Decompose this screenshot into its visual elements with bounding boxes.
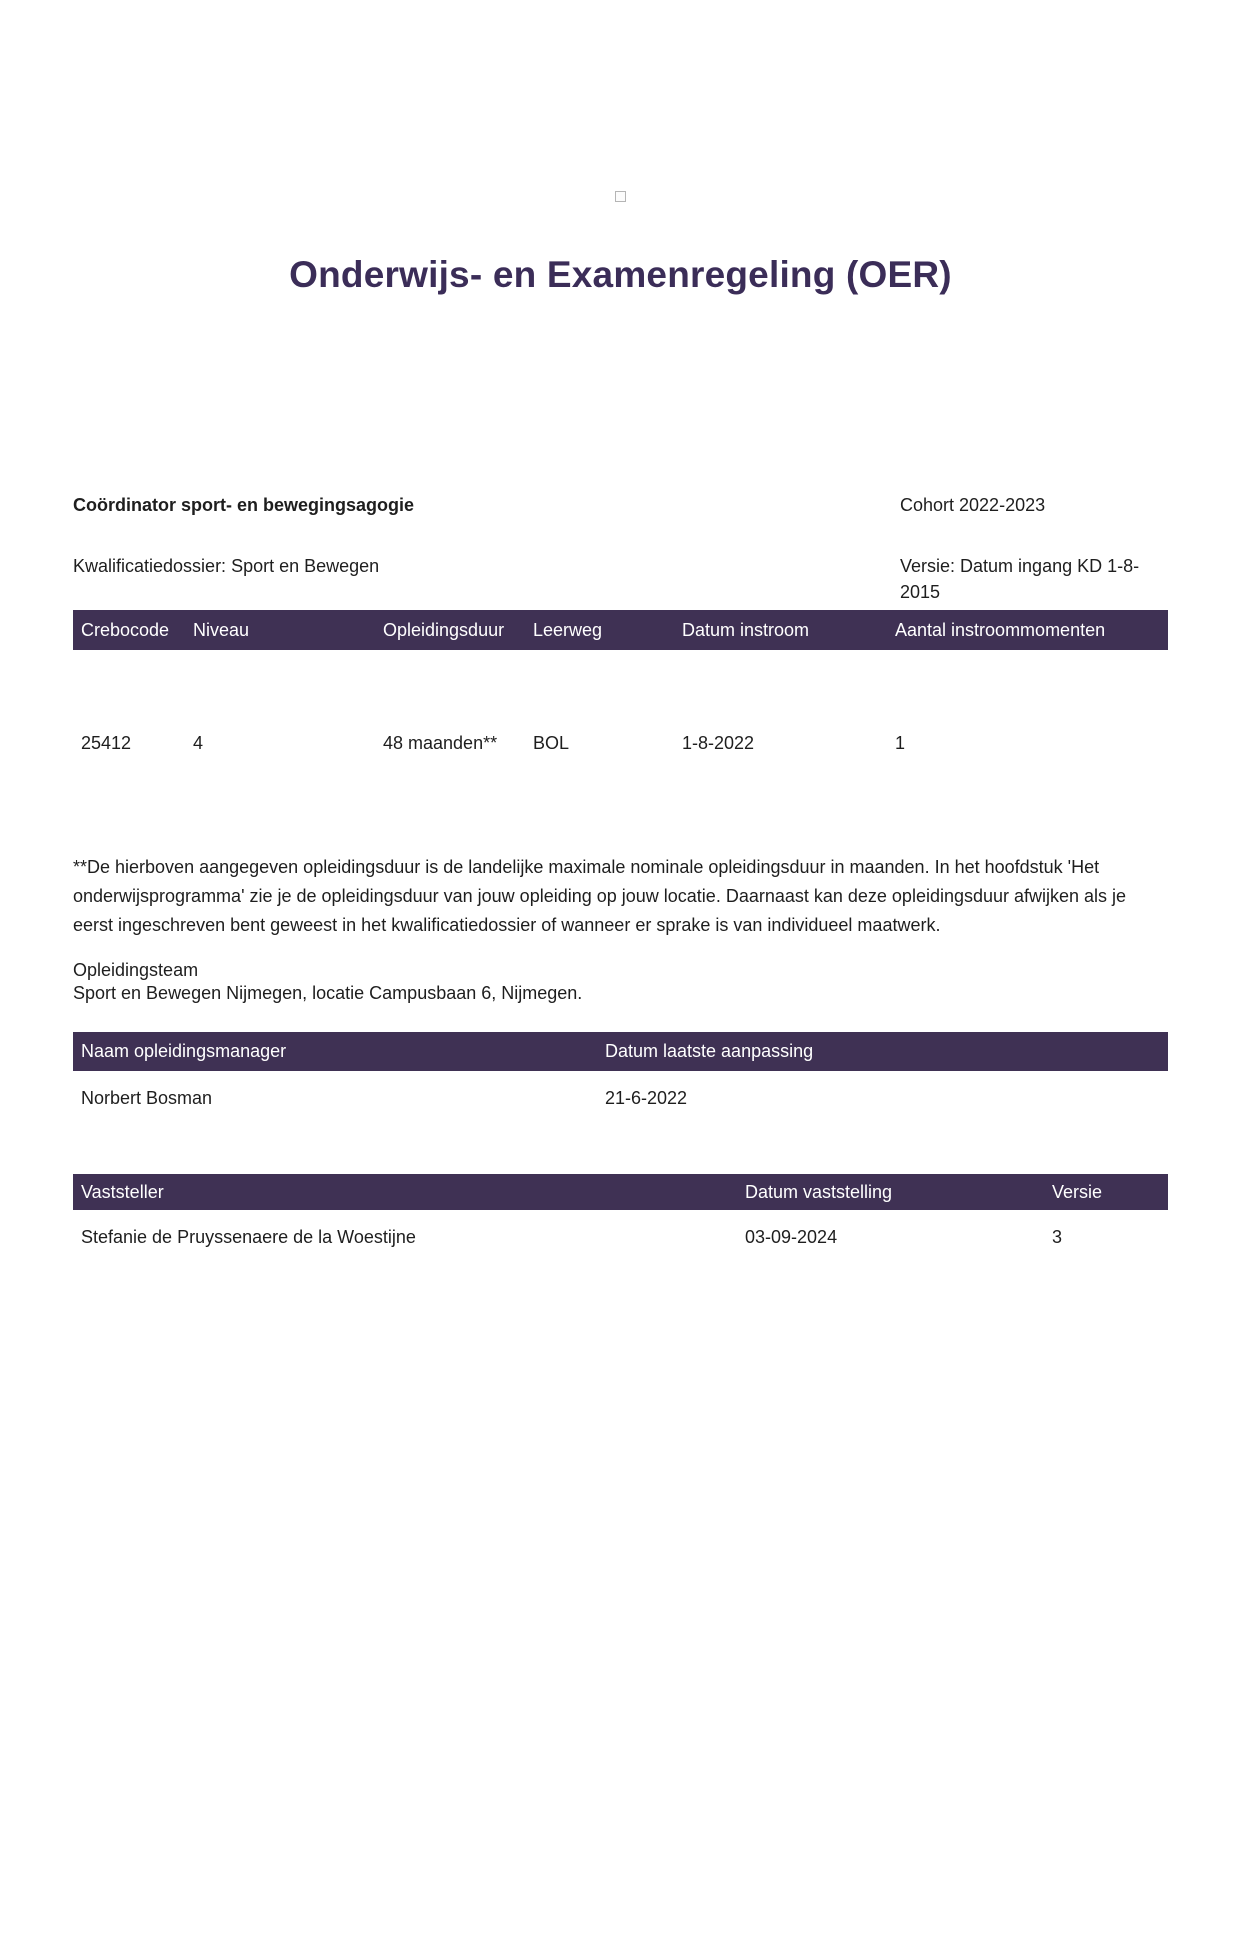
crebo-header-crebocode: Crebocode <box>73 610 193 650</box>
crebo-cell-niveau: 4 <box>193 650 383 773</box>
vaststeller-cell-versie: 3 <box>1052 1210 1168 1247</box>
vaststeller-cell-datum: 03-09-2024 <box>745 1210 1052 1247</box>
opleidingsteam-label: Opleidingsteam <box>73 960 199 980</box>
info-row-1 <box>73 495 1168 516</box>
manager-table-row <box>73 1071 1168 1108</box>
vaststeller-cell-naam: Stefanie de Pruyssenaere de la Woestijne <box>73 1210 745 1247</box>
crebo-table <box>73 610 1168 773</box>
page-content <box>73 191 1168 1247</box>
kwalificatiedossier-label: Kwalificatiedossier: Sport en Bewegen <box>73 556 380 576</box>
crebo-cell-opleidingsduur: 48 maanden** <box>383 650 533 773</box>
crebo-header-datum-instroom: Datum instroom <box>682 610 895 650</box>
cohort-label: Cohort 2022-2023 <box>900 495 1046 515</box>
opleidingsteam-location: Sport en Bewegen Nijmegen, locatie Campusbaan 6, Nijmegen. <box>73 983 583 1003</box>
crebo-cell-leerweg: BOL <box>533 650 682 773</box>
vaststeller-header-versie: Versie <box>1052 1174 1168 1210</box>
page-title: Onderwijs- en Examenregeling (OER) <box>289 254 952 295</box>
crebo-cell-crebocode: 25412 <box>73 650 193 773</box>
vaststeller-table-row <box>73 1210 1168 1247</box>
crebo-header-aantal-instroommomenten: Aantal instroommomenten <box>895 610 1168 650</box>
manager-header-datum-laatste-aanpassing: Datum laatste aanpassing <box>605 1032 1168 1071</box>
document-info-section <box>73 495 1168 605</box>
opleidingsduur-footnote: **De hierboven aangegeven opleidingsduur is de landelijke maximale nominale opleidingsduur in maanden. In het hoofdstuk 'Het onderwijsprogramma' zie je de opleidingsduur van jouw opleiding op jouw locatie. Daarnaast kan deze opleidingsduur afwijken als je eerst ingeschreven bent geweest in het kwalificatiedossier of wanneer er sprake is van individueel maatwerk. <box>73 857 1127 935</box>
manager-cell-naam: Norbert Bosman <box>73 1071 605 1108</box>
crebo-header-opleidingsduur: Opleidingsduur <box>383 610 533 650</box>
opleidingsteam-section <box>73 959 1168 1005</box>
vaststeller-table <box>73 1174 1168 1247</box>
missing-image-placeholder-icon <box>615 191 626 202</box>
vaststeller-table-header-row <box>73 1174 1168 1210</box>
opleidingsmanager-table <box>73 1032 1168 1108</box>
vaststeller-header-vaststeller: Vaststeller <box>73 1174 745 1210</box>
coordinator-label: Coördinator sport- en bewegingsagogie <box>73 495 415 515</box>
manager-cell-datum: 21-6-2022 <box>605 1071 1168 1108</box>
info-row-2 <box>73 553 1168 605</box>
crebo-cell-aantal-instroommomenten: 1 <box>895 650 1168 773</box>
crebo-header-leerweg: Leerweg <box>533 610 682 650</box>
crebo-table-header-row <box>73 610 1168 650</box>
crebo-cell-datum-instroom: 1-8-2022 <box>682 650 895 773</box>
crebo-header-niveau: Niveau <box>193 610 383 650</box>
versie-label: Versie: Datum ingang KD 1-8-2015 <box>900 556 1140 602</box>
document-page <box>0 191 1240 1946</box>
vaststeller-header-datum-vaststelling: Datum vaststelling <box>745 1174 1052 1210</box>
manager-table-header-row <box>73 1032 1168 1071</box>
crebo-table-row <box>73 650 1168 773</box>
manager-header-naam: Naam opleidingsmanager <box>73 1032 605 1071</box>
